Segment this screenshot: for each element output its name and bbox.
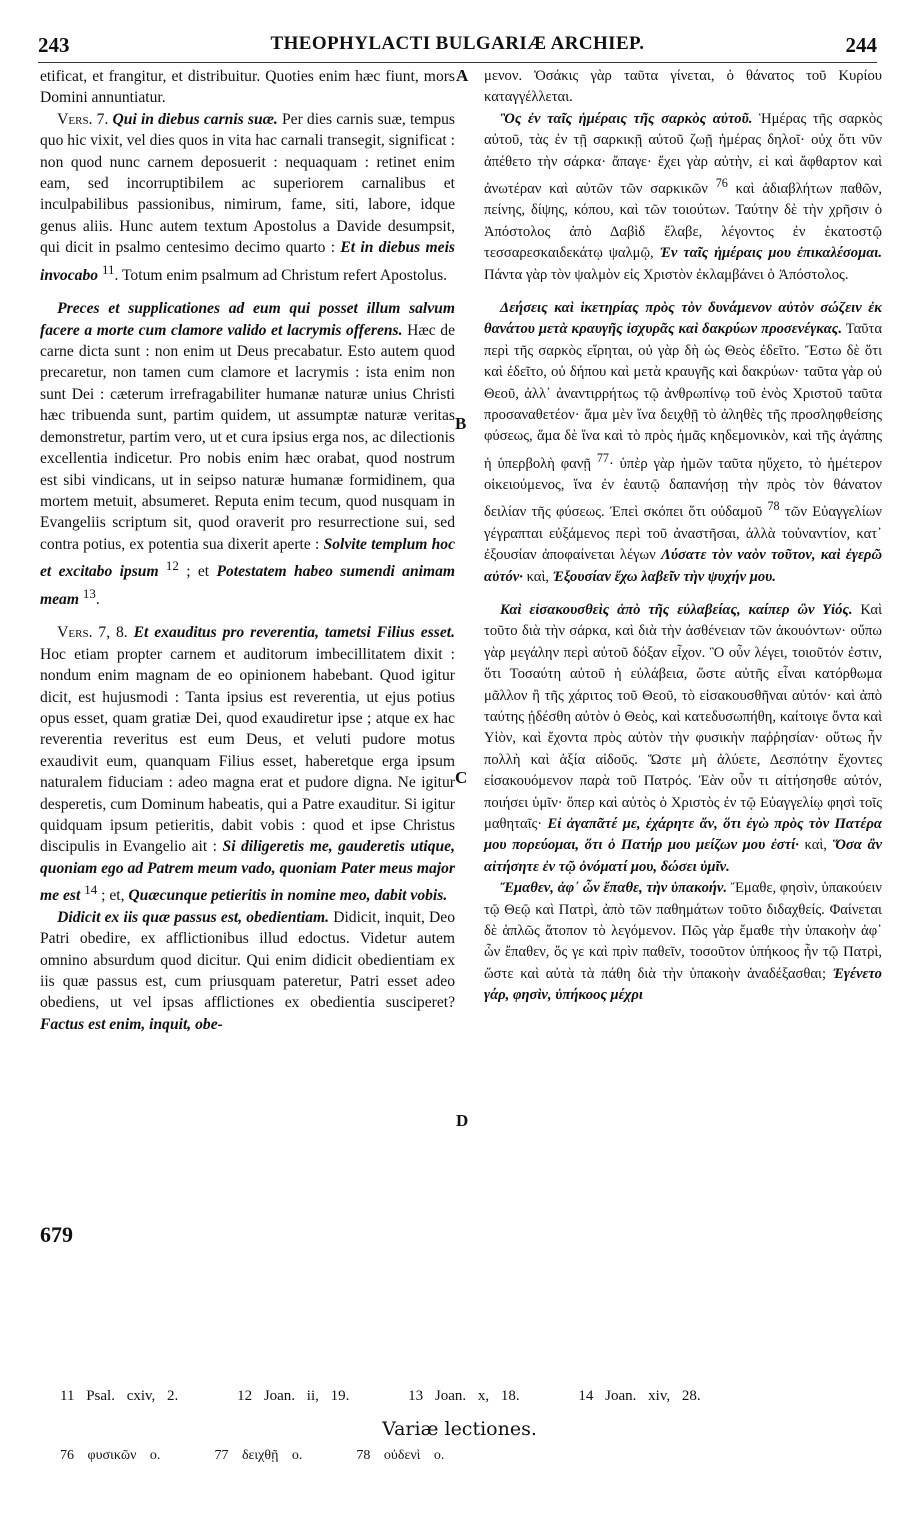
verse-label: Vers. 7.: [57, 110, 109, 128]
latin-paragraph: [40, 622, 455, 906]
variae-lectiones-title: Variæ lectiones.: [382, 1418, 537, 1440]
scripture-quote: Si diligeretis me, gauderetis utique, quoniam ego ad Patrem meum vado, quoniam Pater meus major me est: [40, 838, 456, 905]
scripture-quote: Ἐξουσίαν ἔχω λαβεῖν τὴν ψυχήν μου.: [552, 568, 776, 585]
greek-paragraph: [484, 66, 882, 109]
latin-text: ; et: [186, 563, 210, 581]
scripture-quote: Ἐν ταῖς ἡμέραις μου ἐπικαλέσομαι.: [659, 245, 882, 262]
scripture-quote: Potestatem habeo sumendi animam meam: [40, 563, 456, 608]
latin-text: Hæc de carne dicta sunt : non enim ut Deus precabatur. Esto autem quod precaretur, non tamen cum clamore et lacrymis : ista enim non sunt Dei : cæterum irrefragabiliter humanæ naturæ unius Christi hæc tribuenda sunt, partim quidem, ut assumptæ naturæ veritas demonstretur, partim vero, ut et cura ipsius erga nos, ac dilectionis excellentia indicetur. Pro nobis enim hæc orabat, quod nostrum est sibi vindicans, ut in seipso naturæ humanæ formidinem, qua mortem metuit, absumeret. Reputa enim tecum, quod nusquam in Evangeliis scriptum sit, quod oraverit pro resurrectione sui, sed contra potius, ex potentia sua dixerit aperte :: [40, 321, 455, 553]
scripture-quote: Λύσατε τὸν ναὸν τοῦτον, καὶ ἐγερῶ αὐτόν·: [484, 547, 883, 585]
scripture-quote: Et in diebus meis invocabo: [40, 239, 455, 284]
latin-text: Per dies carnis suæ, tempus quo hic vixit, vel dies quos in vita hac carnali transegit, significat : non quod nunc carnem deposuerit : nequaquam : retinet enim eam, sed incorruptibilem ac superiorem carnalibus et inculpabilibus passionibus, nimirum, fame, siti, labore, idque genus aliis. Hunc autem textum Apostolus a Davide desumpsit, qui dicit in psalmo centesimo decimo quarto :: [40, 110, 455, 257]
variant-ref: 78: [767, 499, 780, 514]
page-header: [38, 33, 877, 59]
section-marker-d: D: [456, 1111, 469, 1130]
footnote: 12 Joan. ii, 19.: [237, 1388, 350, 1404]
scripture-quote: Ὅσα ἂν αἰτήσητε ἐν τῷ ὀνόματί μου, δώσει ὑμῖν.: [484, 837, 883, 875]
footnote-line: [60, 1388, 859, 1405]
footnote-ref: 12: [165, 558, 179, 574]
latin-text: etificat, et frangitur, et distribuitur. Quoties enim hæc fiunt, mors Domini annuntiatur.: [40, 68, 455, 107]
section-marker-b: B: [455, 414, 467, 433]
footnote: 11 Psal. cxiv, 2.: [60, 1388, 179, 1404]
variant-reading: 77 δειχθῇ ο.: [214, 1448, 303, 1463]
latin-paragraph: [40, 298, 455, 610]
scripture-quote: Quæcunque petieritis in nomine meo, dabit vobis.: [128, 887, 448, 905]
variant-reading: 76 φυσικῶν ο.: [60, 1448, 161, 1463]
lemma: Ὃς ἐν ταῖς ἡμέραις τῆς σαρκὸς αὐτοῦ.: [500, 110, 753, 127]
lemma: Didicit ex iis quæ passus est, obedientiam.: [57, 908, 330, 926]
latin-text: Didicit, inquit, Deo Patri obedire, ex afflictionibus illud edoctus. Videtur autem omnino absurdum quod dicitur. Qui enim didicit obedientiam ex iis quæ passus est, cum priusquam pateretur, Patri esset adeo obediens, ut vel ipsas afflictiones ex obedientia susciperet?: [40, 908, 455, 1012]
latin-paragraph: [40, 907, 455, 1035]
header-rule: [38, 62, 877, 63]
footnotes: [60, 1388, 859, 1405]
variae-lectiones: [60, 1448, 444, 1464]
greek-column: [484, 66, 882, 1007]
latin-paragraph: [40, 109, 455, 286]
scripture-quote: Solvite templum hoc et excitabo ipsum: [40, 535, 456, 581]
verse-label: Vers. 7, 8.: [57, 624, 128, 642]
greek-text: μενον. Ὁσάκις γὰρ ταῦτα γίνεται, ὁ θάνατος τοῦ Κυρίου καταγγέλλεται.: [484, 68, 882, 106]
greek-paragraph: [484, 878, 882, 1006]
latin-paragraph: [40, 66, 455, 109]
greek-text: Καὶ τοῦτο διὰ τὴν σάρκα, καὶ διὰ τὴν ἀσθένειαν τῶν ἀκουόντων· οὔπω γὰρ μεγάλην περὶ αὐτοῦ δόξαν εἶχον. Ὃ οὖν λέγει, τοιοῦτόν ἐστιν, ὅτι Τοσαύτη αὐτοῦ ἡ εὐλάβεια, ὥστε αὐτῆς εἶναι κατόρθωμα μᾶλλον ἢ τῆς χάριτος τοῦ Θεοῦ, τὸ εἰσακουσθῆναι αὐτόν· καὶ ἀπὸ ταύτης ᾐδέσθη αὐτὸν ὁ Θεὸς, καὶ κατεδυσωπήθη, καίτοιγε ὄντα καὶ Υἱὸν, καὶ ἔχοντα πρὸς αὐτὸν τὴν φυσικὴν παῤῥησίαν· οὕτως ἦν πολλὴ καὶ ἀξία αἰδοῦς. Ὥστε μὴ ἀλύετε, Δεσπότην ἔχοντες εἰσακουόμενον παρὰ τοῦ Πατρός. Ἐὰν οὖν τι αἰτήσησθε αὐτόν, ποιήσει ὑμῖν· ὅπερ καὶ αὐτὸς ὁ Χριστὸς ἐν τῷ Εὐαγγελίῳ φησὶ τοῖς μαθηταῖς·: [484, 601, 882, 832]
scripture-quote: Εἰ ἀγαπᾶτέ με, ἐχάρητε ἄν, ὅτι ἐγὼ πρὸς τὸν Πατέρα μου πορεύομαι, ὅτι ὁ Πατήρ μου μείζων μου ἐστί·: [484, 815, 882, 854]
greek-paragraph: [484, 298, 882, 588]
lemma: Preces et supplicationes ad eum qui posset illum salvum facere a morte cum clamore valido et lacrymis offerens.: [40, 300, 455, 339]
greek-text: καὶ,: [804, 837, 827, 854]
latin-text: .: [95, 590, 100, 608]
footnote: 13 Joan. x, 18.: [408, 1388, 520, 1404]
footnote: 14 Joan. xiv, 28.: [578, 1388, 701, 1404]
lemma: Ἔμαθεν, ἀφ᾽ ὧν ἔπαθε, τὴν ὑπακοήν.: [500, 880, 728, 897]
greek-text: Ἔμαθε, φησὶν, ὑπακούειν τῷ Θεῷ καὶ Πατρὶ, ἀπὸ τῶν παθημάτων τοῦτο διδαχθείς. Φαίνεται δὲ ἁπλῶς ἄτοπον τὸ λεγόμενον. Πῶς γὰρ ἔμαθε τὴν ὑπακοὴν ἀφ᾽ ὧν ἔπαθεν, ὅς γε καὶ πρὶν παθεῖν, τοσοῦτον ὑπήκοος ἦν τῷ Πατρὶ, ὥστε καὶ αὐτὰ τὰ πάθη διὰ τὴν ὑπακοὴν ἀναδέξασθαι;: [484, 880, 883, 982]
greek-text: · ὑπὲρ γὰρ ἡμῶν ταῦτα ηὔχετο, τὸ ἡμέτερον οἰκειούμενος, ἵνα ἐν ἑαυτῷ δαπανήσῃ τὴν πρὸς τὸν θάνατον δειλίαν τῆς φύσεως. Ἐπεὶ σκόπει ὅτι οὐδαμοῦ: [484, 455, 882, 521]
latin-text: . Totum enim psalmum ad Christum refert Apostolus.: [114, 266, 448, 284]
lemma: Qui in diebus carnis suæ.: [112, 110, 278, 128]
section-marker-c: C: [455, 768, 468, 787]
lemma: Et exauditus pro reverentia, tametsi Filius esset.: [133, 624, 455, 642]
page-number-left: 243: [38, 33, 70, 57]
scripture-quote: Factus est enim, inquit, obe-: [40, 1015, 223, 1033]
greek-text: τῶν Εὐαγγελίων γέγραπται εὐξάμενος περὶ τοῦ ἀναστῆσαι, ἀλλὰ τοὐναντίον, κατ᾽ ἐξουσίαν ἀποφαίνεται λέγων: [484, 504, 882, 564]
running-title: THEOPHYLACTI BULGARIÆ ARCHIEP.: [270, 33, 645, 54]
variant-reading: 78 οὐδενὶ ο.: [356, 1448, 445, 1463]
footnote-ref: 13: [82, 585, 96, 601]
page-number-right: 244: [845, 33, 877, 57]
lemma: Καὶ εἰσακουσθεὶς ἀπὸ τῆς εὐλαβείας, καίπερ ὢν Υἱός.: [500, 601, 853, 618]
scripture-quote: Ἐγένετο γάρ, φησὶν, ὑπήκοος μέχρι: [484, 965, 882, 1004]
greek-text: Πάντα γὰρ τὸν ψαλμὸν εἰς Χριστὸν ἐκλαμβάνει ὁ Ἀπόστολος.: [484, 266, 849, 283]
latin-column: [40, 66, 455, 1035]
greek-paragraph: [484, 600, 882, 878]
greek-text: Ἡμέρας τῆς σαρκὸς αὐτοῦ, τὰς ἐν τῇ σαρκικῇ αὐτοῦ ζωῇ ἡμέρας δηλοῖ· οὐχ ὅτι νῦν ἀπέθετο τὴν σάρκα· ἄπαγε· ἔχει γὰρ αὐτὴν, εἰ καὶ ἄφθαρτον καὶ ἀνωτέραν καὶ αὐτῶν τῶν σαρκικῶν: [484, 110, 883, 197]
greek-paragraph: [484, 109, 882, 286]
footnote-ref: 14: [84, 882, 98, 898]
lemma: Δεήσεις καὶ ἱκετηρίας πρὸς τὸν δυνάμενον αὐτὸν σώζειν ἐκ θανάτου μετὰ κραυγῆς ἰσχυρᾶς καὶ δακρύων προσενέγκας.: [484, 299, 882, 338]
variant-ref: 77: [596, 450, 609, 465]
greek-text: καὶ ἀδιαβλήτων παθῶν, πείνης, δίψης, κόπου, καὶ τῶν τοιούτων. Ταύτην δὲ τὴν χρῆσιν ὁ Ἀπόστολος ἀπὸ Δαβὶδ ἔλαβε, λέγοντος ἐν ἑκατοστῷ τεσσαρεσκαιδεκάτῳ ψαλμῷ,: [484, 180, 882, 262]
greek-text: καὶ,: [526, 568, 550, 585]
section-marker-a: A: [456, 66, 469, 85]
footnote-ref: 11: [101, 261, 115, 277]
greek-text: Ταῦτα περὶ τῆς σαρκὸς εἴρηται, οὐ γὰρ δὴ ὡς Θεὸς ἐδεῖτο. Ἔστω δὲ ὅτι καὶ ἐδεῖτο, οὐ δήπου καὶ μετὰ κραυγῆς καὶ δακρύων· ταῦτα γὰρ οὐ Θεοῦ, ἀλλ᾽ ἀναντιρρήτως τῷ ἀνθρωπίνῳ τοῦ ἑνὸς Χριστοῦ ταῦτα προσαναθετέον· ἅμα μὲν ἵνα δειχθῇ τὸ ἀληθὲς τῆς προσληφθείσης φύσεως, ἅμα δὲ ἵνα καὶ τὸ πρὸς ἡμᾶς κηδεμονικὸν, καὶ τῆς ἀγάπης ἡ ὑπερβολὴ φανῇ: [484, 321, 882, 472]
variant-ref: 76: [715, 176, 728, 191]
latin-text: Hoc etiam propter carnem et auditorum imbecillitatem dixit : nondum enim magnam de eo opinionem habebant. Quod igitur dicit, est hujusmodi : Tanta ipsius est reverentia, ut ejus potius opus esset, quam gratiæ Dei, quod exaudiretur ipse ; atque ex hac reverentia reveritus est eum Deus, et veluti pudore motus exaudivit eum, quanquam Filius esset, haberetque erga ipsum naturalem fiduciam : adeo magna erat et pudore digna. Ne igitur desperetis, cum Dominum habeatis, qui a Patre exauditur. Si igitur quidquam ipsum petieritis, dabit vobis : quod et ipse Christus discipulis in Evangelio ait :: [40, 645, 455, 856]
latin-text: ; et,: [101, 887, 125, 905]
column-number: 679: [40, 1222, 73, 1247]
